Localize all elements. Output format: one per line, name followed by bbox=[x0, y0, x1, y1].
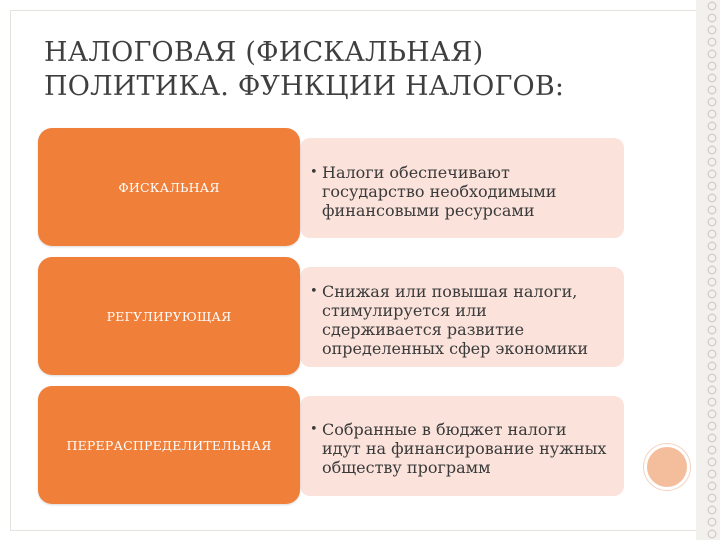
function-label-redistributive: ПЕРЕРАСПРЕДЕЛИТЕЛЬНАЯ bbox=[66, 437, 272, 453]
ring-binding-pattern bbox=[706, 0, 718, 540]
function-description-redistributive bbox=[310, 420, 610, 477]
function-label-regulating: РЕГУЛИРУЮЩАЯ bbox=[106, 308, 232, 324]
bullet-icon: • bbox=[310, 422, 318, 437]
slide-frame-left bbox=[10, 10, 11, 530]
bullet-icon: • bbox=[310, 284, 318, 299]
decorative-circle bbox=[644, 444, 690, 490]
function-box-redistributive[interactable] bbox=[38, 386, 300, 504]
description-text-redistributive: Собранные в бюджет налоги идут на финансирование нужных обществу программ bbox=[322, 420, 607, 477]
description-text-regulating: Снижая или повышая налоги, стимулируется или сдерживается развитие определенных сфер экономики bbox=[322, 282, 589, 358]
slide-frame-top bbox=[10, 10, 700, 11]
slide-title bbox=[44, 36, 664, 104]
function-box-regulating[interactable] bbox=[38, 257, 300, 375]
function-label-fiscal: ФИСКАЛЬНАЯ bbox=[118, 179, 220, 195]
description-text-fiscal: Налоги обеспечивают государство необходимыми финансовыми ресурсами bbox=[322, 163, 557, 220]
slide-title-line-1: НАЛОГОВАЯ (ФИСКАЛЬНАЯ) bbox=[44, 37, 484, 68]
slide-frame-bottom bbox=[10, 530, 700, 531]
bullet-icon: • bbox=[310, 165, 318, 180]
function-description-fiscal bbox=[310, 163, 610, 220]
slide-title-line-2: ПОЛИТИКА. ФУНКЦИИ НАЛОГОВ: bbox=[44, 71, 565, 102]
function-box-fiscal[interactable] bbox=[38, 128, 300, 246]
function-description-regulating bbox=[310, 282, 610, 358]
